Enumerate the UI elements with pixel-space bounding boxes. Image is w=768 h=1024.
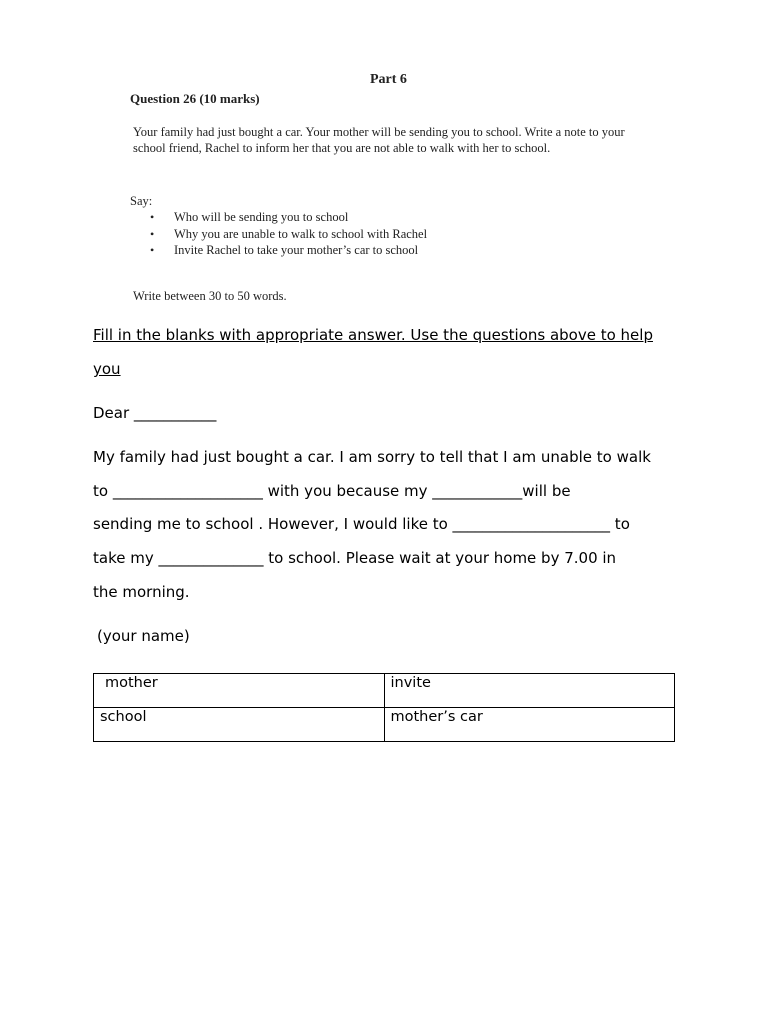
word-bank-cell: invite [384, 674, 675, 708]
letter-greeting: Dear ___________ [93, 404, 217, 422]
letter-line: sending me to school . However, I would like to _____________________ to [93, 515, 630, 533]
say-bullet-list [150, 209, 427, 259]
bullet-icon: • [150, 226, 155, 241]
letter-sign-off: (your name) [97, 627, 190, 645]
list-item [150, 242, 427, 259]
prompt-line-1: Your family had just bought a car. Your mother will be sending you to school. Write a note to your [133, 125, 625, 139]
word-bank-table [93, 673, 675, 742]
bullet-icon: • [150, 210, 155, 224]
say-label: Say: [130, 194, 153, 208]
letter-line: take my ______________ to school. Please wait at your home by 7.00 in [93, 549, 617, 567]
prompt-line-2: school friend, Rachel to inform her that you are not able to walk with her to school. [133, 141, 551, 155]
part-title: Part 6 [370, 72, 407, 87]
instruction-line-1: Fill in the blanks with appropriate answer. Use the questions above to help [93, 326, 653, 344]
bullet-text: Why you are unable to walk to school with Rachel [174, 226, 428, 241]
table-row [94, 674, 675, 708]
list-item [150, 209, 427, 226]
list-item [150, 226, 427, 243]
letter-line: the morning. [93, 583, 190, 601]
instruction-line-2: you [93, 360, 121, 378]
bullet-text: Invite Rachel to take your mother’s car to school [174, 243, 419, 257]
bullet-text: Who will be sending you to school [174, 210, 349, 224]
table-row [94, 708, 675, 742]
bullet-icon: • [150, 243, 155, 257]
letter-line: My family had just bought a car. I am sorry to tell that I am unable to walk [93, 448, 651, 466]
letter-line: to ____________________ with you because my ____________will be [93, 482, 571, 500]
word-bank-cell: mother [94, 674, 385, 708]
question-title: Question 26 (10 marks) [130, 91, 260, 106]
word-bank-cell: mother’s car [384, 708, 675, 742]
word-limit: Write between 30 to 50 words. [133, 289, 287, 303]
word-bank-cell: school [94, 708, 385, 742]
